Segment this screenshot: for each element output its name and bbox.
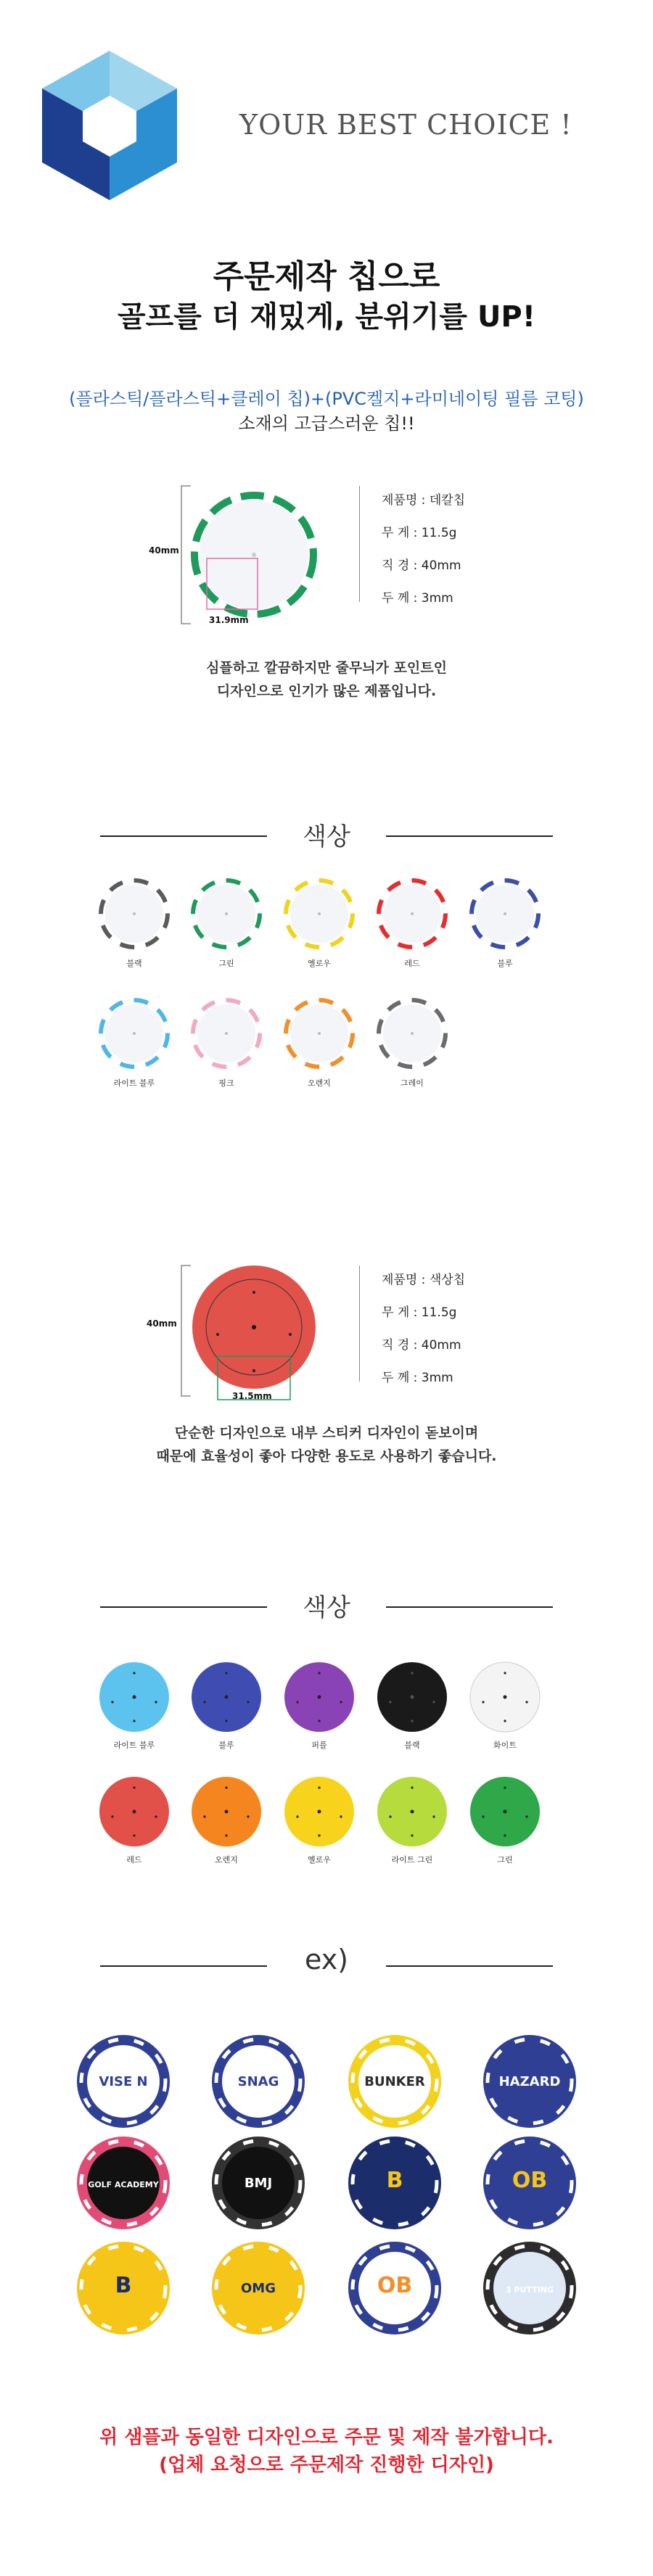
color-chip-label: 레드 — [404, 959, 420, 968]
spec-value: 40mm — [421, 558, 461, 573]
example-chip-text: B — [386, 2168, 403, 2193]
spec-key: 직 경 — [382, 1338, 410, 1353]
example-chip — [73, 2132, 174, 2234]
color-chip-label: 블루 — [218, 1741, 234, 1750]
color-chip — [186, 1772, 266, 1852]
example-chip-text: BUNKER — [364, 2074, 425, 2089]
color-chip — [465, 1657, 545, 1737]
example-chip — [479, 2132, 580, 2234]
tagline: YOUR BEST CHOICE ! — [239, 109, 572, 141]
example-chip-text: SNAG — [237, 2074, 279, 2089]
product2-caption-line1: 단순한 디자인으로 내부 스티커 디자인이 돋보이며 — [174, 1425, 479, 1441]
colors2-title: 색상 — [303, 1593, 350, 1622]
spec-value: 11.5g — [421, 526, 457, 540]
color-chip-label: 오렌지 — [308, 1078, 331, 1088]
color-chip — [465, 874, 545, 954]
color-chip — [186, 1657, 266, 1737]
product2-height-label: 40mm — [147, 1318, 177, 1329]
color-chip — [94, 874, 174, 954]
footer-note-line2: (업체 요청으로 주문제작 진행한 디자인) — [159, 2454, 494, 2476]
intro-title-line2: 골프를 더 재밌게, 분위기를 UP! — [118, 300, 535, 334]
product1-spec-box: 제품명 : 데칼칩 무 게 : 11.5g 직 경 : 40mm 두 께 : 3mm — [359, 486, 505, 602]
color-chip-label: 레드 — [126, 1855, 142, 1865]
color-chip-label: 그레이 — [401, 1078, 424, 1088]
color-chip — [372, 1772, 452, 1852]
example-chip-text: OMG — [241, 2281, 276, 2296]
color-chip-label: 블랙 — [126, 959, 142, 968]
color-chip — [372, 874, 452, 954]
color-chip-label: 그린 — [218, 959, 234, 968]
example-chip — [73, 2031, 174, 2132]
example-chip-text: GOLF ACADEMY — [88, 2180, 159, 2189]
spec-key: 제품명 — [382, 493, 418, 508]
example-chip-text: OB — [377, 2273, 413, 2298]
example-chip — [208, 2237, 309, 2339]
color-chip-label: 블랙 — [404, 1741, 420, 1750]
product1-diagram — [141, 479, 345, 638]
spec-key: 제품명 — [382, 1273, 418, 1287]
color-chip-label: 퍼플 — [311, 1741, 327, 1750]
footer-note-line1: 위 샘플과 동일한 디자인으로 주문 및 제작 불가합니다. — [99, 2427, 554, 2448]
spec-value: 색상칩 — [429, 1273, 466, 1287]
color-chip — [94, 1657, 174, 1737]
material-line: (플라스틱/플라스틱+클레이 칩)+(PVC켈지+라미네이팅 필름 코팅) — [69, 389, 584, 409]
example-chip-text: OB — [512, 2168, 548, 2193]
examples-title: ex) — [304, 1944, 349, 1976]
example-chip — [208, 2132, 309, 2234]
brand-logo — [42, 51, 177, 200]
example-chip-text: 3 PUTTING — [505, 2285, 554, 2295]
color-chip-label: 오렌지 — [215, 1855, 238, 1865]
example-chip — [479, 2237, 580, 2339]
color-chip — [94, 1772, 174, 1852]
spec-key: 직 경 — [382, 558, 410, 573]
example-chip — [479, 2031, 580, 2132]
colors1-title: 색상 — [303, 822, 350, 851]
spec-value: 데칼칩 — [429, 493, 466, 508]
intro-title-line1: 주문제작 칩으로 — [213, 258, 440, 295]
example-chip-text: HAZARD — [498, 2074, 561, 2089]
spec-key: 두 께 — [382, 1371, 410, 1385]
product2-diagram — [141, 1262, 345, 1407]
color-chip — [372, 994, 452, 1073]
color-chip — [372, 1657, 452, 1737]
spec-key: 무 게 — [382, 526, 410, 540]
color-chip-label: 블루 — [497, 959, 513, 968]
spec-value: 3mm — [421, 591, 453, 606]
spec-key: 무 게 — [382, 1305, 410, 1320]
color-chip — [186, 994, 266, 1073]
color-chip — [279, 1772, 359, 1852]
spec-value: 3mm — [421, 1371, 453, 1385]
product1-caption-line2: 디자인으로 인기가 많은 제품입니다. — [216, 683, 437, 699]
color-chip — [186, 874, 266, 954]
example-chip — [73, 2237, 174, 2339]
example-chip — [344, 2237, 445, 2339]
color-chip-label: 라이트 그린 — [391, 1855, 433, 1865]
color-chip-label: 핑크 — [218, 1078, 234, 1088]
color-chip — [279, 1657, 359, 1737]
example-chip-text: VISE N — [99, 2074, 148, 2089]
color-chip-label: 라이트 블루 — [113, 1078, 155, 1088]
example-chip — [208, 2031, 309, 2132]
color-chip — [465, 1772, 545, 1852]
example-chip-text: BMJ — [244, 2176, 273, 2191]
color-chip — [279, 994, 359, 1073]
product2-spec-box: 제품명 : 색상칩 무 게 : 11.5g 직 경 : 40mm 두 께 : 3mm — [359, 1266, 505, 1382]
spec-value: 40mm — [421, 1338, 461, 1353]
product1-width-label: 31.9mm — [209, 615, 249, 625]
material-sub: 소재의 고급스러운 칩!! — [238, 413, 415, 434]
product2-caption-line2: 때문에 효율성이 좋아 다양한 용도로 사용하기 좋습니다. — [156, 1448, 497, 1464]
product2-width-label: 31.5mm — [232, 1391, 272, 1401]
spec-value: 11.5g — [421, 1305, 457, 1320]
color-chip-label: 그린 — [497, 1855, 513, 1865]
spec-key: 두 께 — [382, 591, 410, 606]
example-chip-text: B — [115, 2273, 132, 2298]
color-chip-label: 옐로우 — [308, 959, 331, 968]
color-chip — [94, 994, 174, 1073]
product1-height-label: 40mm — [149, 545, 179, 556]
color-chip-label: 옐로우 — [308, 1855, 331, 1865]
color-chip — [279, 874, 359, 954]
example-chip — [344, 2031, 445, 2132]
product1-caption-line1: 심플하고 깔끔하지만 줄무늬가 포인트인 — [206, 660, 447, 676]
color-chip-label: 라이트 블루 — [113, 1741, 155, 1750]
color-chip-label: 화이트 — [493, 1741, 517, 1750]
example-chip — [344, 2132, 445, 2234]
